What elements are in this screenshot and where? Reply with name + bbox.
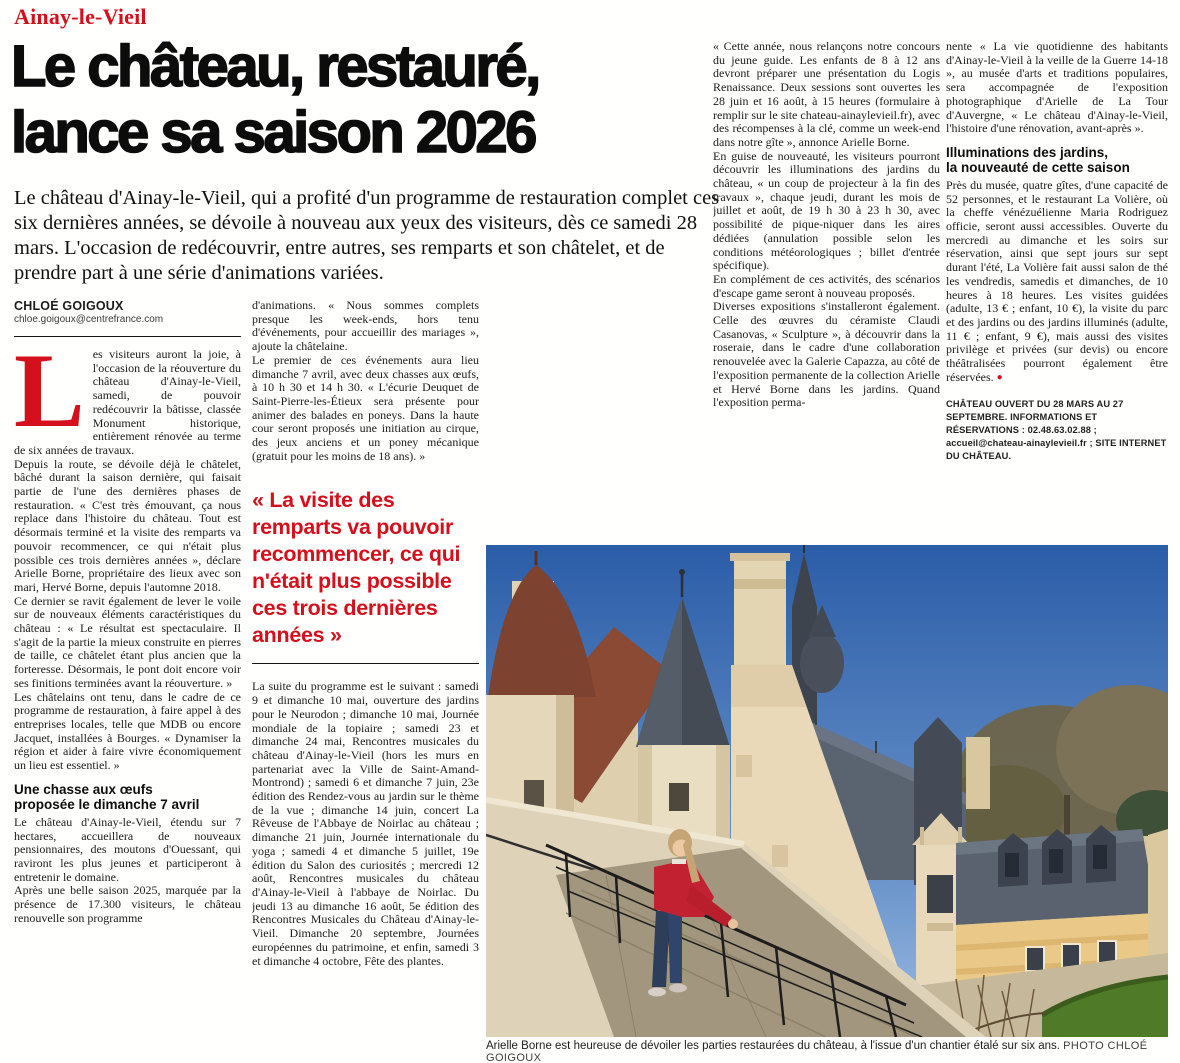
article-headline — [11, 34, 726, 166]
headline-line-2: lance sa saison 2026 — [11, 100, 535, 165]
article-paragraph: Le château d'Ainay-le-Vieil, étendu sur 7 hectares, accueillera de nouveaux pensionnaires, des moutons d'Ouessant, qui raviront les plus jeunes et participeront à entretenir le domaine. — [14, 814, 241, 884]
byline-rule — [14, 336, 241, 337]
article-paragraph: En guise de nouveauté, les visiteurs pourront découvrir les illuminations des jardins du château, « un coup de projecteur à la fin des travaux », chaque jeudi, durant les mois de juillet et août, de 19 h 30 à 23 h 30, avec possibilité de pique-niquer dans les aires dédiées (annulation possible selon les conditions météorologiques ; billet d'entrée spécifique). — [713, 148, 940, 273]
subhead-line-1: Une chasse aux œufs — [14, 781, 153, 797]
article-paragraph: nente « La vie quotidienne des habitants d'Ainay-le-Vieil à la veille de la Guerre 14-18 », au musée d'arts et traditions populaires, sera accompagnée de l'exposition photographique d'Arielle de La Tour d'Auvergne, « Le château d'Ainay-le-Vieil, l'histoire d'une rénovation, avant-après ». — [946, 40, 1168, 136]
subhead-illuminations — [946, 145, 1168, 176]
article-lede: Le château d'Ainay-le-Vieil, qui a profité d'un programme de restauration complet ces six dernières années, se dévoile à nouveau aux yeux des visiteurs, dès ce samedi 28 mars. L'occasion de redécouvrir, entre autres, ses remparts et son châtelet, et de prendre part à une série d'animations variées. — [14, 187, 720, 284]
photo-credit: PHOTO CHLOÉ GOIGOUX — [486, 1040, 1148, 1063]
chateau-photo — [486, 545, 1168, 1037]
article-paragraph — [14, 348, 241, 458]
article-paragraph: Ce dernier se ravit également de lever le voile sur de nouveaux éléments caractéristiques du château : « Le résultat est spectaculaire. Il s'agit de la partie la mieux construite en pierres de taille, ce châtelet étant plus ancien que la forteresse. Désormais, le pont doit encore voir ses finitions terminées avant la réouverture. » — [14, 593, 241, 690]
article-paragraph: d'animations. « Nous sommes complets presque les week-ends, hors tenu d'événements, pour accueillir des mariages », ajoute la châtelaine. — [252, 299, 479, 354]
subhead-line-2: la nouveauté de cette saison — [946, 160, 1130, 176]
drop-cap: L — [14, 348, 85, 449]
article-paragraph: Depuis la route, se dévoile déjà le châtelet, bâché durant la saison dernière, qui faisait partie de l'une des dernières phases de restauration. « C'est très émouvant, ça nous replace dans l'histoire du château. Tout est désormais terminé et la visite des remparts va pouvoir recommencer, ce qui n'était plus possible ces trois dernières années », déclare Arielle Borne, propriétaire des lieux avec son mari, Hervé Borne, depuis l'automne 2018. — [14, 456, 241, 594]
article-paragraph: « Cette année, nous relançons notre concours du jeune guide. Les enfants de 8 à 12 ans devront préparer une présentation du Logis Renaissance. Deux sessions sont ouvertes les 28 juin et 16 août, à 15 heures (formulaire à remplir sur le site chateau-ainaylevieil.fr), avec des récompenses à la clé, comme un week-end dans notre gîte », annonce Arielle Borne. — [713, 40, 940, 149]
article-paragraph: Diverses expositions s'installeront également. Celle des œuvres du céramiste Claudi Casanovas, « Sculpture », à découvrir dans la roseraie, dans le cadre d'une collaboration renouvelée avec la Galerie Capazza, au côté de l'exposition permanente de la collection Arielle et Hervé Borne dans les jardins. Quand l'exposition perma- — [713, 299, 940, 410]
pull-quote-rule — [252, 663, 479, 664]
photo-caption — [486, 1040, 1176, 1063]
caption-text: Arielle Borne est heureuse de dévoiler les parties restaurées du château, à l'issue d'un chantier étalé sur six ans. — [486, 1040, 1060, 1052]
end-mark-dot: ● — [996, 371, 1003, 383]
subhead-line-1: Illuminations des jardins, — [946, 144, 1109, 160]
article-column-4 — [946, 40, 1168, 542]
byline — [14, 299, 241, 325]
byline-author: CHLOÉ GOIGOUX — [14, 299, 124, 313]
article-column-3 — [713, 40, 940, 542]
paragraph-text: es visiteurs auront la joie, à l'occasion de la réouverture du château d'Ainay-le-Vieil, samedi, de pouvoir redécouvrir la bâtisse, classée Monument historique, entièrement rénovée au terme de six années de travaux. — [14, 348, 241, 457]
practical-info-box: CHÂTEAU OUVERT DU 28 MARS AU 27 SEPTEMBRE. INFORMATIONS ET RÉSERVATIONS : 02.48.63.02.88 ; accueil@chateau-ainaylevieil.fr ; SITE INTERNET DU CHÂTEAU. — [946, 399, 1167, 462]
subhead-line-2: proposée le dimanche 7 avril — [14, 797, 200, 813]
section-kicker: Ainay-le-Vieil — [14, 4, 147, 29]
pull-quote: « La visite des remparts va pouvoir recommencer, ce qui n'était plus possible ces trois dernières années » — [252, 488, 461, 648]
article-column-2 — [252, 299, 479, 1063]
headline-line-1: Le château, restauré, — [11, 34, 539, 99]
article-paragraph: Après une belle saison 2025, marquée par la présence de 17.300 visiteurs, le château renouvelle son programme — [14, 883, 241, 925]
article-paragraph: En complément de ces activités, des scénarios d'escape game seront à nouveau proposés. — [713, 271, 940, 300]
article-paragraph — [946, 179, 1168, 385]
article-paragraph: La suite du programme est le suivant : samedi 9 et dimanche 10 mai, ouverture des jardins pour le Neurodon ; dimanche 10 mai, Journée mondiale de la topiaire ; samedi 23 et dimanche 24 mai, Rencontres musicales du château d'Ainay-le-Vieil (hors les murs en partenariat avec la Ville de Saint-Amand-Montrond) ; samedi 6 et dimanche 7 juin, 23e édition des Rendez-vous au jardin sur le thème de la vue ; dimanche 14 juin, concert La Rêveuse de l'Abbaye de Noirlac au château ; dimanche 21 juin, Journée internationale du yoga ; samedi 4 et dimanche 5 juillet, 19e édition du Salon des curiosités ; mercredi 12 août, Rencontres musicales du château d'Ainay-le-Vieil à l'abbaye de Noirlac. Du jeudi 13 au dimanche 16 août, 5e édition des Rencontres Musicales du Château d'Ainay-le-Vieil. Dimanche 20 septembre, Journées européennes du patrimoine, et enfin, samedi 3 et dimanche 4 octobre, Fête des plantes. — [252, 679, 479, 968]
article-column-1 — [14, 348, 241, 1063]
subhead-chasse-aux-oeufs — [14, 782, 241, 813]
byline-email: chloe.goigoux@centrefrance.com — [14, 314, 164, 325]
chateau-photo-illustration — [486, 545, 1168, 1037]
article-paragraph: Les châtelains ont tenu, dans le cadre de ce programme de restauration, à faire appel à des entreprises locales, telle que MDB ou encore Jacquet, installées à Bourges. « Dynamiser la région et aider à faire vivre économiquement un lieu est essentiel. » — [14, 689, 241, 773]
article-paragraph: Le premier de ces événements aura lieu dimanche 7 avril, avec deux chasses aux œufs, à 10 h 30 et 14 h 30. « L'écurie Deuquet de Saint-Pierre-les-Étieux sera présente pour animer des balades en poneys. Dans la haute cour seront proposés une initiation au cirque, des jeux anciens et un poney mécanique (gratuit pour les moins de 18 ans). » — [252, 352, 479, 463]
paragraph-text: Près du musée, quatre gîtes, d'une capacité de 52 personnes, et le restaurant La Volière, où la cheffe vénézuélienne Maria Rodriguez officie, seront aussi accessibles. Ouverte du mercredi au dimanche et les soirs sur réservation, ainsi que sept jours sur sept durant l'été, La Volière fait aussi salon de thé les vendredis, samedis et dimanches, de 10 heures à 18 heures. Les visites guidées (adulte, 13 € ; enfant, 10 €), la visite du parc et des jardins ou des jardins illuminés (adulte, 11 € ; enfant, 9 €), mais aussi des visites privilège et privées (sur devis) ou encore théâtralisées pourront également être réservées. — [946, 177, 1168, 384]
